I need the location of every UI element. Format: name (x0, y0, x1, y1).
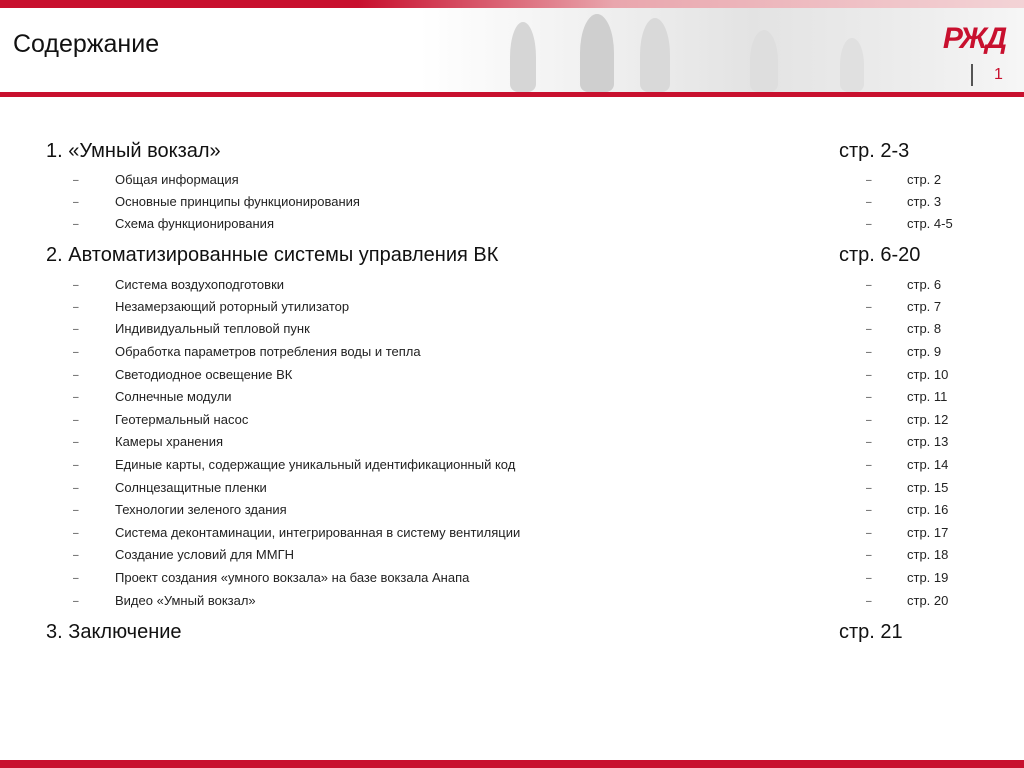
toc-section-title: 3. Заключение (46, 621, 182, 643)
toc-item-title: Система деконтаминации, интегрированная в систему вентиляции (115, 525, 521, 540)
bullet-dash: – (866, 596, 872, 607)
bullet-dash: – (73, 460, 79, 471)
toc-section-title: 2. Автоматизированные системы управления ВК (46, 244, 499, 266)
toc-item-pages: стр. 17 (907, 525, 949, 540)
bullet-dash: – (73, 392, 79, 403)
toc-item-title: Индивидуальный тепловой пунк (115, 321, 310, 336)
toc-item-pages: стр. 8 (907, 321, 942, 336)
toc-item-title: Камеры хранения (115, 434, 224, 449)
toc-item-title: Единые карты, содержащие уникальный идентификационный код (115, 457, 516, 472)
toc-item-pages: стр. 18 (907, 547, 949, 562)
toc-item-pages: стр. 4-5 (907, 216, 953, 231)
bullet-dash: – (866, 483, 872, 494)
bullet-dash: – (73, 415, 79, 426)
toc-item-title: Обработка параметров потребления воды и тепла (115, 344, 421, 359)
bullet-dash: – (866, 370, 872, 381)
bullet-dash: – (73, 347, 79, 358)
bullet-dash: – (73, 175, 79, 186)
toc-item-pages: стр. 20 (907, 593, 949, 608)
toc-item-pages: стр. 19 (907, 570, 949, 585)
bullet-dash: – (866, 324, 872, 335)
toc-item-pages: стр. 15 (907, 480, 949, 495)
toc-item-title: Незамерзающий роторный утилизатор (115, 299, 350, 314)
toc-item-title: Проект создания «умного вокзала» на базе вокзала Анапа (115, 570, 470, 585)
bullet-dash: – (73, 370, 79, 381)
bullet-dash: – (73, 197, 79, 208)
toc-item-title: Схема функционирования (115, 216, 274, 231)
toc-section-title: 1. «Умный вокзал» (46, 140, 221, 162)
bullet-dash: – (866, 550, 872, 561)
bullet-dash: – (866, 528, 872, 539)
bullet-dash: – (73, 302, 79, 313)
page-title: Содержание (13, 30, 160, 58)
toc-item-title: Система воздухоподготовки (115, 277, 285, 292)
bullet-dash: – (866, 219, 872, 230)
bullet-dash: – (73, 528, 79, 539)
toc-section-pages: стр. 21 (839, 621, 903, 643)
page-number: 1 (994, 66, 1003, 83)
toc-item-title: Общая информация (115, 172, 239, 187)
toc-item-title: Видео «Умный вокзал» (115, 593, 256, 608)
toc-item-pages: стр. 3 (907, 194, 942, 209)
bullet-dash: – (73, 324, 79, 335)
toc-item-pages: стр. 11 (907, 389, 948, 404)
toc-item-title: Технологии зеленого здания (115, 502, 287, 517)
toc-item-title: Геотермальный насос (115, 412, 249, 427)
bullet-dash: – (866, 460, 872, 471)
bullet-dash: – (73, 437, 79, 448)
toc-item-pages: стр. 14 (907, 457, 949, 472)
bullet-dash: – (866, 415, 872, 426)
toc-item-title: Светодиодное освещение ВК (115, 367, 293, 382)
bullet-dash: – (73, 550, 79, 561)
bullet-dash: – (866, 347, 872, 358)
toc-section-pages: стр. 6-20 (839, 244, 921, 266)
bullet-dash: – (73, 280, 79, 291)
toc-item-pages: стр. 6 (907, 277, 942, 292)
bullet-dash: – (866, 437, 872, 448)
bullet-dash: – (73, 483, 79, 494)
toc-item-pages: стр. 12 (907, 412, 949, 427)
toc-item-title: Солнечные модули (115, 389, 232, 404)
toc-item-pages: стр. 2 (907, 172, 942, 187)
bullet-dash: – (866, 505, 872, 516)
bullet-dash: – (866, 302, 872, 313)
toc-item-pages: стр. 16 (907, 502, 949, 517)
svg-text:РЖД: РЖД (942, 22, 1006, 55)
toc-item-title: Создание условий для ММГН (115, 547, 295, 562)
toc-item-pages: стр. 13 (907, 434, 949, 449)
toc-item-title: Основные принципы функционирования (115, 194, 360, 209)
bullet-dash: – (73, 573, 79, 584)
toc-item-title: Солнцезащитные пленки (115, 480, 267, 495)
bullet-dash: – (866, 392, 872, 403)
toc-item-pages: стр. 10 (907, 367, 949, 382)
bullet-dash: – (866, 280, 872, 291)
bullet-dash: – (73, 596, 79, 607)
bullet-dash: – (73, 219, 79, 230)
bullet-dash: – (866, 573, 872, 584)
bullet-dash: – (866, 197, 872, 208)
toc-section-pages: стр. 2-3 (839, 140, 910, 162)
footer-red-line (0, 760, 1024, 768)
toc-item-pages: стр. 7 (907, 299, 942, 314)
toc-item-pages: стр. 9 (907, 344, 942, 359)
bullet-dash: – (73, 505, 79, 516)
bullet-dash: – (866, 175, 872, 186)
